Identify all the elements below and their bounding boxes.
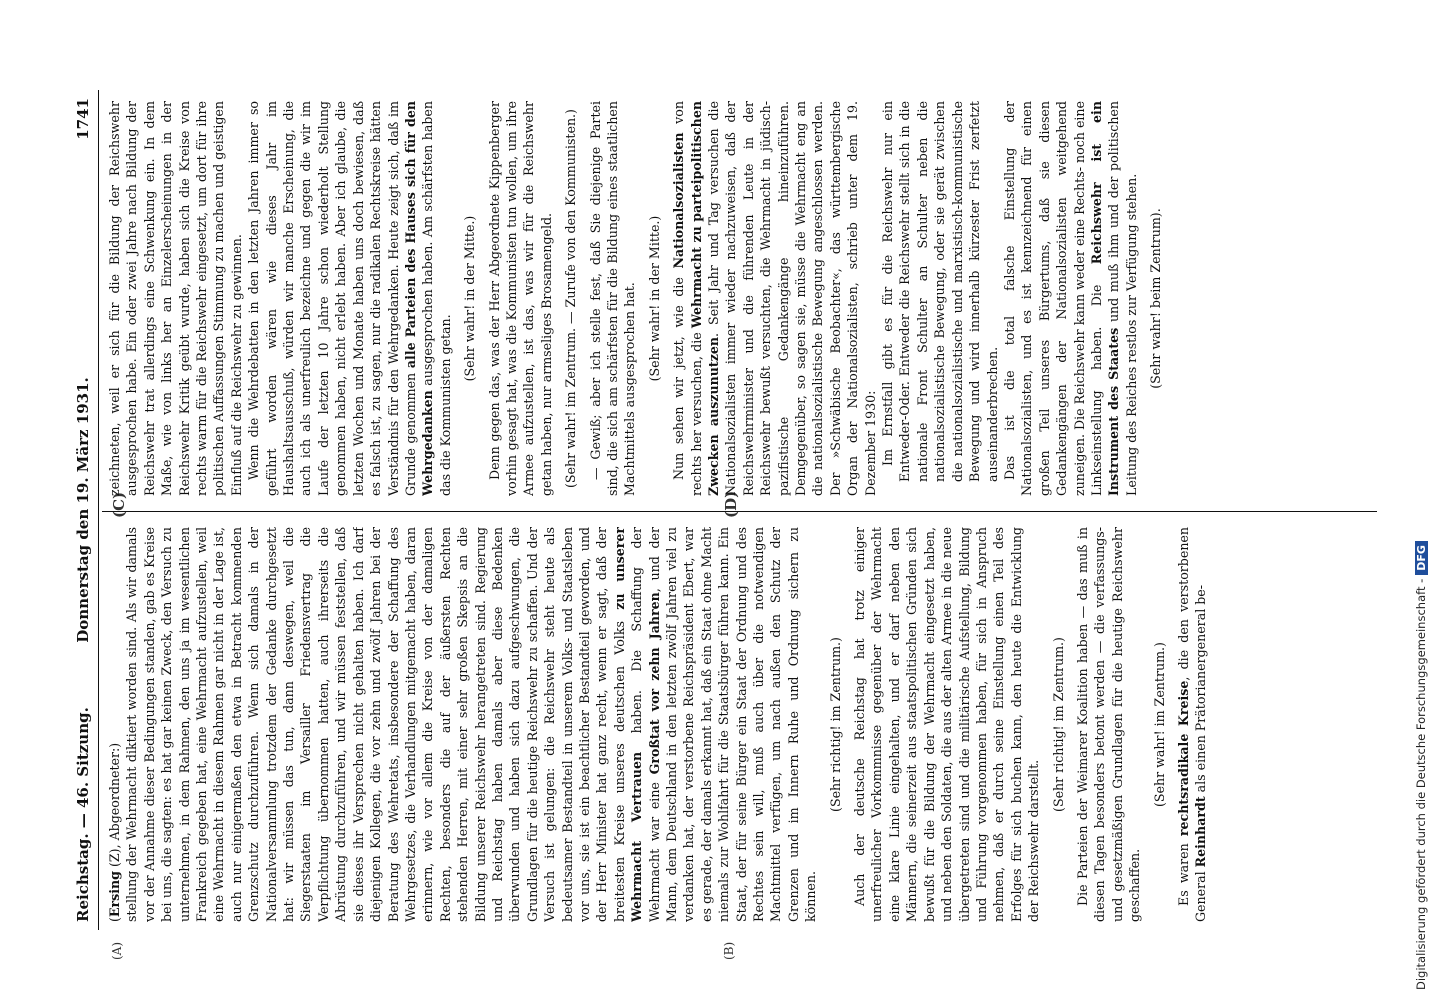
paragraph: Wenn die Wehrdebatten in den letzten Jahren immer so geführt worden wären wie dieses Jahr im Haushaltsausschuß, würden wir manche Erscheinung, die auch ich als unerfreulich bezeichne und gegen die wir im Laufe der letzten 10 Jahre schon wiederholt Stellung genommen haben, nicht erlebt haben. Aber ich glaube, die letzten Wochen und Monate haben uns doch bewiesen, daß es falsch ist, zu sagen, nur die radikalen Rechtskreise hätten Verständnis für den Wehrgedanken. Heute zeigt sich, daß im Grunde genommen alle Parteien des Hauses sich für den Wehrgedanken ausgesprochen haben. Am schärfsten haben das die Kommunisten getan. xyxy=(246,101,453,496)
paragraph: zeichneten, weil er sich für die Bildung der Reichswehr ausgesprochen habe. Ein oder zwei Jahre nach Bildung der Reichswehr trat allerdings eine Schwenkung ein. In dem Maße, wie von links her an Einzelerscheinungen in der Reichswehr Kritik geübt wurde, haben sich die Kreise von rechts warm für die Reichswehr eingesetzt, um dort für ihre politischen Auffassungen Stimmung zu machen und geistigen Einfluß auf die Reichswehr zu gewinnen. xyxy=(107,101,244,496)
left-column xyxy=(106,527,1376,922)
paragraph: Es waren rechtsradikale Kreise, die den verstorbenen General Reinhardt als einen Prätorianergeneral be- xyxy=(1175,527,1209,922)
interjection: (Sehr wahr! beim Zentrum). xyxy=(1148,208,1164,389)
right-column xyxy=(106,101,1376,496)
header-date: Donnerstag den 19. März 1931. xyxy=(74,377,92,643)
credit-text: Digitalisierung gefördert durch die Deutsche Forschungsgemeinschaft - xyxy=(1414,578,1428,990)
interjection: (Sehr richtig! im Zentrum.) xyxy=(1050,637,1066,812)
paragraph: Die Parteien der Weimarer Koalition haben — das muß in diesen Tagen besonders betont werden — die verfassungs- und gesetzmäßigen Grundlagen für die heutige Reichswehr geschaffen. xyxy=(1074,527,1143,922)
page-number: 1741 xyxy=(74,98,92,140)
header-session: Reichstag. — 46. Sitzung. xyxy=(74,707,92,922)
interjection: (Sehr wahr! im Zentrum.) xyxy=(1151,642,1167,807)
paragraph: Denn gegen das, was der Herr Abgeordnete Kippenberger vorhin gesagt hat, was die Kommunisten tun wollen, um ihre Armee aufzustellen, ist das, was wir für die Reichswehr getan haben, nur armseliges Brosamengeld. xyxy=(486,101,554,496)
speaker-affiliation: (Z), Abgeordneter: xyxy=(107,747,122,871)
margin-marker-c: (C) xyxy=(110,491,128,518)
speaker-line: (Ersing (Z), Abgeordneter:) xyxy=(107,742,122,922)
column-divider xyxy=(102,511,1377,512)
interjection: (Sehr wahr! im Zentrum. — Zurufe von den Kommunisten.) xyxy=(563,109,579,488)
paragraph: Auch der deutsche Reichstag hat trotz einiger unerfreulicher Vorkommnisse gegenüber der Wehrmacht eine klare Linie eingehalten, und er darf neben den Männern, die seinerzeit aus staatspolitischen Gründen sich bewußt für die Bildung der Wehrmacht eingesetzt haben, und neben den Soldaten, die aus der alten Armee in die neue übergetreten sind und die militärische Aufstellung, Bildung und Führung vorgenommen haben, für sich in Anspruch nehmen, daß er durch seine Einstellung einen Teil des Erfolges für sich buchen kann, den heute die Entwicklung der Reichswehr darstellt. xyxy=(852,527,1042,922)
paragraph: Nun sehen wir jetzt, wie die Nationalsozialisten von rechts her versuchen, die Wehrmacht zu parteipolitischen Zwecken auszunutzen. Seit Jahr und Tag versuchen die Nationalsozialisten immer wieder nachzuweisen, daß der Reichswehrminister und die führenden Leute in der Reichswehr bewußt versuchten, die Wehrmacht in jüdisch-pazifistische Gedankengänge hineinzuführen. Demgegenüber, so sagen sie, müsse die Wehrmacht eng an die nationalsozialistische Bewegung angeschlossen werden. Der »Schwäbische Beobachter«, das württembergische Organ der Nationalsozialisten, schrieb unter dem 19. Dezember 1930: xyxy=(671,101,878,496)
margin-marker-a: (A) xyxy=(110,941,124,960)
block-quote: Im Ernstfall gibt es für die Reichswehr nur ein Entweder-Oder. Entweder die Reichswehr stellt sich in die nationale Front Schulter an Schulter neben die nationalsozialistische Bewegung, oder sie gerät zwischen die nationalsozialistische und marxistisch-kommunistische Bewegung und wird innerhalb kürzester Frist zerfetzt auseinanderbrechen. xyxy=(880,101,1000,482)
dfg-logo: DFG xyxy=(1415,541,1428,575)
speaker-name: Ersing xyxy=(107,871,122,918)
paragraph: stellung der Wehrmacht diktiert worden sind. Als wir damals vor der Annahme dieser Bedingungen standen, gab es Kreise bei uns, die sagten: es hat gar keinen Zweck, den Versuch zu unternehmen, in dem Rahmen, den uns ja im wesentlichen Frankreich gegeben hat, eine Wehrmacht aufzustellen, weil eine Wehrmacht in diesem Rahmen gar nicht in der Lage ist, auch nur einigermaßen den etwa in Betracht kommenden Grenzschutz durchzuführen. Wenn sich damals in der Nationalversammlung trotzdem der Gedanke durchgesetzt hat: wir müssen das tun, dann deswegen, weil die Siegerstaaten im Versailler Friedensvertrag die Verpflichtung übernommen hatten, auch ihrerseits die Abrüstung durchzuführen, und wir müssen feststellen, daß sie dieses ihr Versprechen nicht gehalten haben. Ich darf diejenigen Kollegen, die vor zehn und zwölf Jahren bei der Beratung des Wehretats, insbesondere der Schaffung des Wehrgesetzes, die Verhandlungen mitgemacht haben, daran erinnern, wie vor allem die Kreise von der damaligen Rechten, besonders die auf der äußersten Rechten stehenden Herren, mit einer sehr großen Skepsis an die Bildung unserer Reichswehr herangetreten sind. Regierung und Reichstag haben damals aber diese Bedenken überwunden und haben sich dazu aufgeschwungen, die Grundlagen für die heutige Reichswehr zu schaffen. Und der Versuch ist gelungen: die Reichswehr steht heute als bedeutsamer Bestandteil in unserem Volks- und Staatsleben vor uns, sie ist ein beachtlicher Bestandteil geworden, und der Herr Minister hat ganz recht, wenn er sagt, daß der breitesten Kreise unseres deutschen Volks zu unserer Wehrmacht Vertrauen haben. Die Schaffung der Wehrmacht war eine Großtat vor zehn Jahren, und der Mann, dem Deutschland in den letzten zwölf Jahren viel zu verdanken hat, der verstorbene Reichspräsident Ebert, war es gerade, der damals erkannt hat, daß ein Staat ohne Macht niemals zur Wohlfahrt für die Staatsbürger führen kann. Ein Staat, der für seine Bürger ein Staat der Ordnung und des Rechtes sein will, muß auch über die notwendigen Machtmittel verfügen, um nach außen den Schutz der Grenzen und im Innern Ruhe und Ordnung sichern zu können. xyxy=(124,527,819,922)
interjection: (Sehr wahr! in der Mitte.) xyxy=(646,215,662,382)
digitization-credit xyxy=(1414,10,1430,990)
page-header xyxy=(70,90,99,930)
margin-marker-d: (D) xyxy=(722,490,740,518)
interjection: (Sehr richtig! im Zentrum.) xyxy=(827,637,843,812)
margin-marker-b: (B) xyxy=(722,941,736,960)
interjection: (Sehr wahr! in der Mitte.) xyxy=(462,215,478,382)
paragraph: — Gewiß; aber ich stelle fest, daß Sie diejenige Partei sind, die sich am schärfsten für die Bildung eines staatlichen Machtmittels ausgesprochen hat. xyxy=(587,101,638,496)
paragraph: Das ist die total falsche Einstellung der Nationalsozialisten, und es ist kennzeichnend für einen großen Teil unseres Bürgertums, daß sie diesen Gedankengängen der Nationalsozialisten weitgehend zuneigen. Die Reichswehr kann weder eine Rechts- noch eine Linkseinstellung haben. Die Reichswehr ist ein Instrument des Staates und muß ihm und der politischen Leitung des Reiches restlos zur Verfügung stehen. xyxy=(1001,101,1139,496)
rotated-document-page xyxy=(70,90,1390,960)
